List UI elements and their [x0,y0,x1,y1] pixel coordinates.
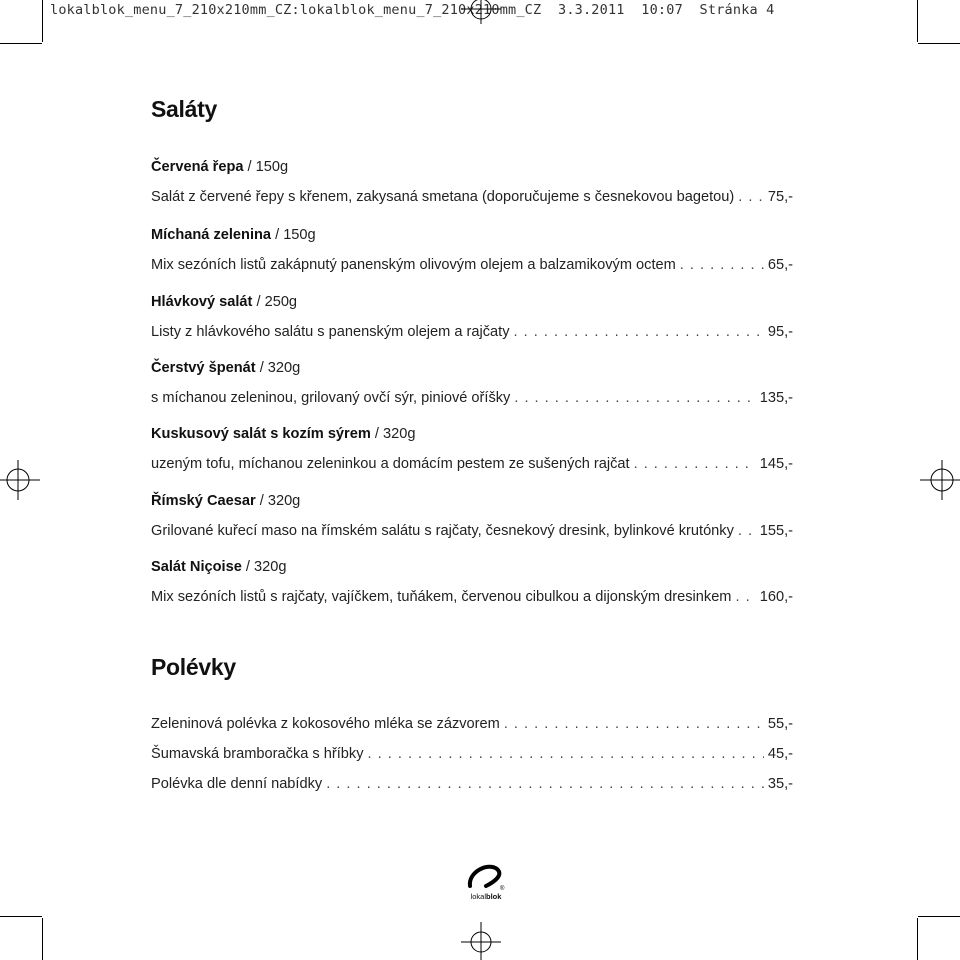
salad-description: Listy z hlávkového salátu s panenským olejem a rajčaty [151,324,510,340]
salad-desc-row [151,323,793,341]
registration-mark-icon [459,920,503,960]
soup-name: Šumavská bramboračka s hříbky [151,746,364,762]
soup-item [151,775,793,793]
salad-item [151,492,793,540]
leader-dots [680,256,764,274]
salad-description: Mix sezóních listů s rajčaty, vajíčkem, tuňákem, červenou cibulkou a dijonským dresinkem [151,589,732,605]
section-heading-soups: Polévky [151,654,236,680]
leader-dots [738,522,756,540]
salad-name: Římský Caesar [151,493,256,509]
soup-item [151,745,793,763]
salad-price: 155,- [759,523,793,539]
leader-dots [514,389,755,407]
salad-title [151,558,793,576]
soup-name: Zeleninová polévka z kokosového mléka se zázvorem [151,716,500,732]
salad-name: Míchaná zelenina [151,227,272,243]
leader-dots [326,775,764,793]
registration-mark-icon [0,458,40,502]
salad-item [151,226,793,274]
salad-title [151,359,793,377]
leader-dots [735,588,755,606]
salad-price: 145,- [759,456,793,472]
salad-weight: / 150g [243,159,289,175]
print-slug: lokalblok_menu_7_210x210mm_CZ:lokalblok_menu_7_210x210mm_CZ 3.3.2011 10:07 Stránka 4 [50,2,775,18]
salad-desc-row [151,455,793,473]
salad-weight: / 320g [255,360,301,376]
salad-desc-row [151,588,793,606]
salad-item [151,558,793,606]
registration-mark-icon [459,0,503,24]
salad-weight: / 150g [271,227,316,243]
salad-name: Červená řepa [151,159,244,175]
leader-dots [514,323,764,341]
salad-desc-row [151,188,793,206]
registered-mark: ® [500,886,505,892]
leader-dots [504,715,764,733]
salad-name: Čerstvý špenát [151,360,256,376]
salad-description: Salát z červené řepy s křenem, zakysaná smetana (doporučujeme s česnekovou bagetou) [151,189,735,205]
salad-title [151,425,793,443]
registration-mark-icon [920,458,960,502]
salad-name: Kuskusový salát s kozím sýrem [151,426,371,442]
salad-title [151,492,793,510]
salad-title [151,293,793,311]
soup-row [151,775,793,793]
leader-dots [634,455,756,473]
salad-name: Salát Niçoise [151,559,242,575]
salad-item [151,425,793,473]
soup-price: 55,- [767,716,793,732]
salad-desc-row [151,389,793,407]
salad-item [151,359,793,407]
salad-title [151,226,793,244]
logo-text-bold: blok [486,892,502,901]
logo-text [460,892,512,901]
salad-weight: / 250g [252,294,298,310]
leader-dots [368,745,764,763]
salad-desc-row [151,522,793,540]
salad-title [151,158,793,176]
salad-item [151,293,793,341]
soup-price: 45,- [767,746,793,762]
salad-desc-row [151,256,793,274]
soup-name: Polévka dle denní nabídky [151,776,323,792]
salad-weight: / 320g [255,493,301,509]
salad-description: uzeným tofu, míchanou zeleninkou a domácím pestem ze sušených rajčat [151,456,630,472]
leader-dots [738,188,764,206]
section-heading-salads: Saláty [151,96,217,122]
salad-price: 75,- [767,189,793,205]
salad-description: s míchanou zeleninou, grilovaný ovčí sýr, piniové oříšky [151,390,511,406]
salad-weight: / 320g [241,559,287,575]
salad-description: Grilované kuřecí maso na římském salátu s rajčaty, česnekový dresink, bylinkové krutónky [151,523,734,539]
salad-price: 135,- [759,390,793,406]
salad-name: Hlávkový salát [151,294,253,310]
salad-price: 95,- [767,324,793,340]
soup-price: 35,- [767,776,793,792]
logo-text-light: lokal [470,892,486,901]
soup-item [151,715,793,733]
salad-weight: / 320g [370,426,416,442]
soup-row [151,745,793,763]
soup-row [151,715,793,733]
salad-price: 65,- [767,257,793,273]
salad-price: 160,- [759,589,793,605]
salad-item [151,158,793,206]
salad-description: Mix sezóních listů zakápnutý panenským olivovým olejem a balzamikovým octem [151,257,676,273]
